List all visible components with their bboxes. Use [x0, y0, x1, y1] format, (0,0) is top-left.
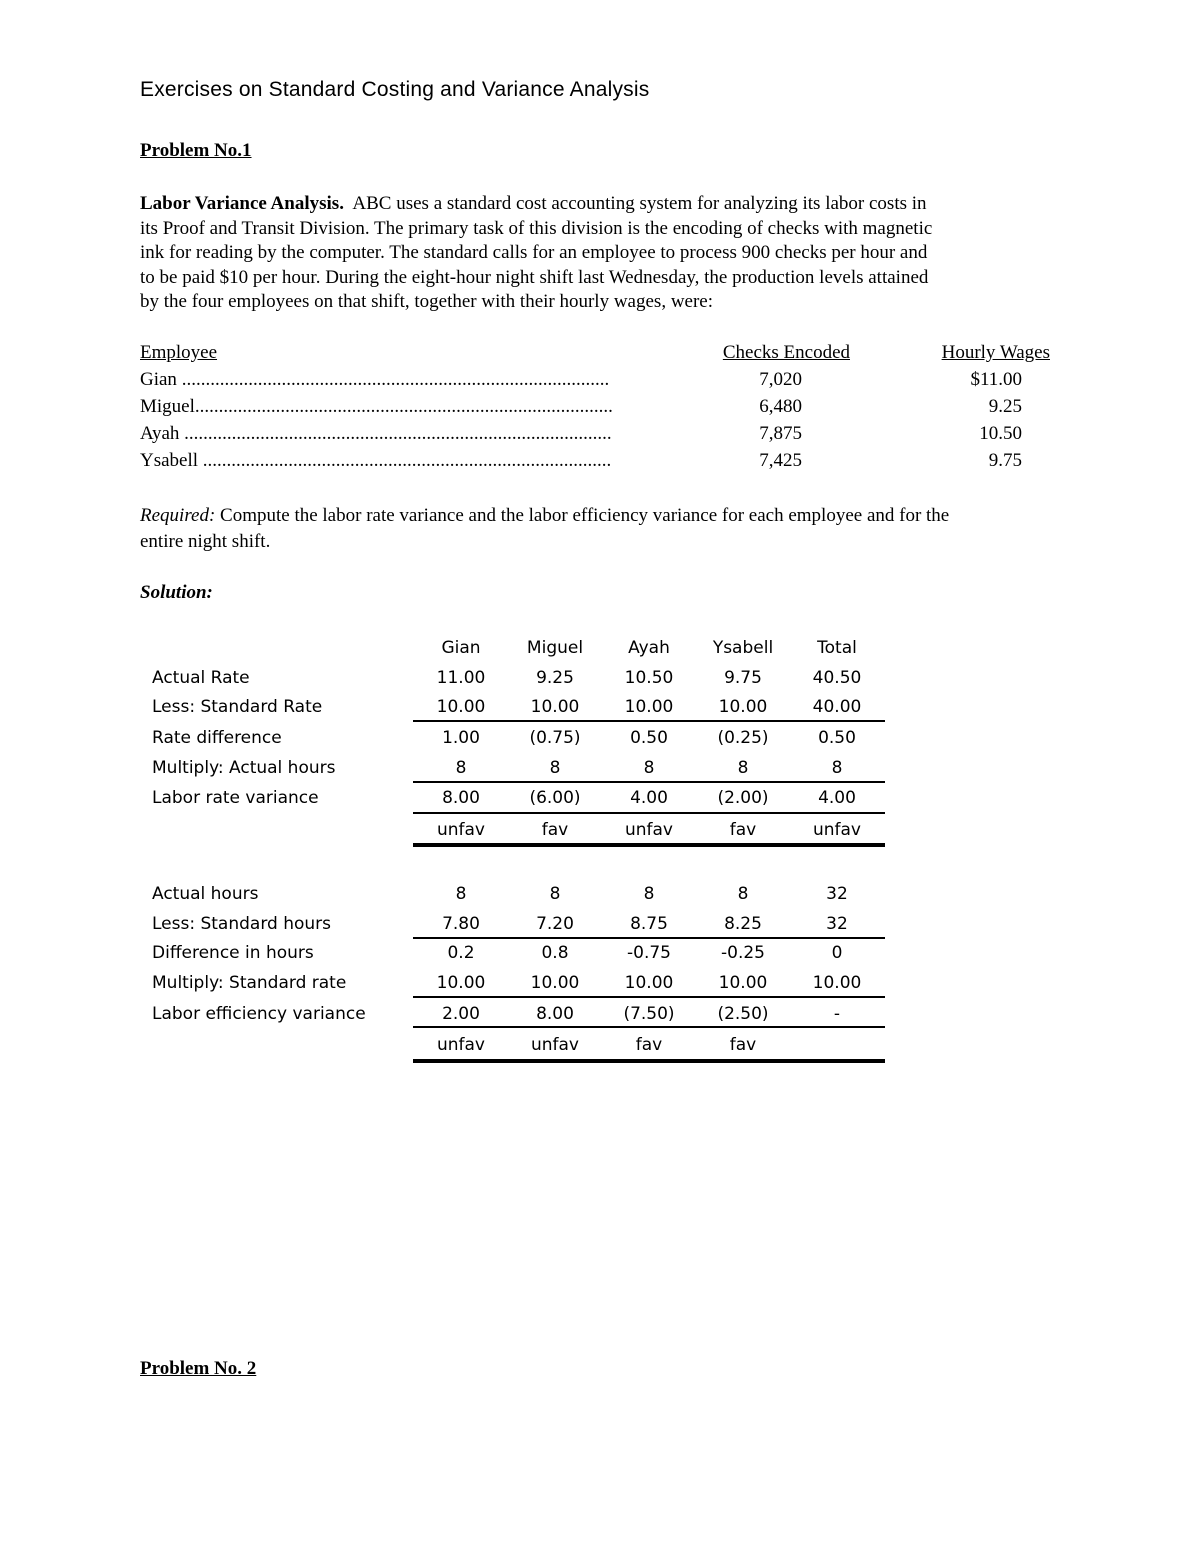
divider: [413, 843, 885, 847]
table-row: Ysabell ...................................................................................... 7,425 9.75: [140, 450, 1022, 471]
required-paragraph: Required: Compute the labor rate variance and the labor efficiency variance for each employee and for the entire night shift.: [140, 505, 950, 552]
divider: [413, 937, 885, 939]
description-line-5: by the four employees on that shift, together with their hourly wages, were:: [140, 291, 714, 312]
rate-row: Actual Rate 11.00 9.25 10.50 9.75 40.50: [152, 668, 862, 688]
header-checks: Checks Encoded: [722, 342, 850, 363]
lead-bold: Labor Variance Analysis.: [140, 193, 344, 214]
divider: [413, 1059, 885, 1063]
problem-2-heading: Problem No. 2: [140, 1358, 257, 1379]
wage-value: 9.75: [988, 450, 1022, 471]
wage-value: 10.50: [979, 423, 1022, 444]
rate-row: Less: Standard Rate 10.00 10.00 10.00 10.00 40.00: [152, 697, 862, 717]
wage-value: 9.25: [988, 396, 1022, 417]
table-row: Ayah .......................................................................................... 7,875 10.50: [140, 423, 1022, 444]
table-row: Miguel........................................................................................ 6,480 9.25: [140, 396, 1022, 417]
header-employee: Employee: [140, 342, 218, 363]
checks-value: 7,875: [759, 423, 802, 444]
header-wages: Hourly Wages: [941, 342, 1050, 363]
rate-verdict-row: unfav fav unfav fav unfav: [436, 820, 861, 840]
solution-column-headers: [0, 638, 1200, 668]
divider: [413, 996, 885, 998]
col-header: Miguel: [526, 638, 584, 658]
employee-table: [140, 342, 1050, 477]
employee-table-header: [140, 342, 1050, 369]
description-line-4: to be paid $10 per hour. During the eight-hour night shift last Wednesday, the production levels attained: [140, 266, 929, 288]
checks-value: 7,020: [759, 369, 802, 390]
col-header: Ysabell: [712, 638, 774, 658]
col-header: Ayah: [628, 638, 670, 658]
divider: [413, 720, 885, 722]
efficiency-row: Multiply: Standard rate 10.00 10.00 10.00 10.00 10.00: [152, 973, 862, 993]
efficiency-row: Actual hours 8 8 8 8 32: [152, 884, 848, 904]
problem-1-heading: Problem No.1: [140, 140, 252, 161]
problem-1-description: [140, 192, 1060, 315]
solution-label: Solution:: [140, 582, 213, 603]
divider: [413, 812, 885, 814]
checks-value: 7,425: [759, 450, 802, 471]
divider: [413, 1026, 885, 1028]
checks-value: 6,480: [759, 396, 802, 417]
col-header: Gian: [441, 638, 481, 658]
efficiency-row: Labor efficiency variance 2.00 8.00 (7.50) (2.50) -: [152, 1004, 841, 1024]
efficiency-row: Difference in hours 0.2 0.8 -0.75 -0.25 0: [152, 943, 843, 963]
rate-row: Multiply: Actual hours 8 8 8 8 8: [152, 758, 843, 778]
required-label: Required:: [140, 505, 216, 526]
efficiency-verdict-row: unfav unfav fav fav: [436, 1035, 757, 1055]
description-line-3: ink for reading by the computer. The standard calls for an employee to process 900 checks per hour and: [140, 242, 928, 263]
table-row: Gian .......................................................................................... 7,020 $11.00: [140, 369, 1022, 390]
solution-table: [0, 638, 1200, 1078]
description-line-2: its Proof and Transit Division. The primary task of this division is the encoding of checks with magnetic: [140, 217, 933, 239]
col-header: Total: [817, 638, 857, 658]
rate-row: Rate difference 1.00 (0.75) 0.50 (0.25) 0.50: [152, 728, 856, 748]
divider: [413, 781, 885, 783]
wage-value: $11.00: [970, 369, 1022, 390]
rate-row: Labor rate variance 8.00 (6.00) 4.00 (2.00) 4.00: [152, 788, 856, 808]
efficiency-row: Less: Standard hours 7.80 7.20 8.75 8.25 32: [152, 914, 848, 934]
description-line-1: Labor Variance Analysis. ABC uses a standard cost accounting system for analyzing its labor costs in: [140, 193, 927, 214]
page-title: Exercises on Standard Costing and Variance Analysis: [140, 78, 650, 101]
